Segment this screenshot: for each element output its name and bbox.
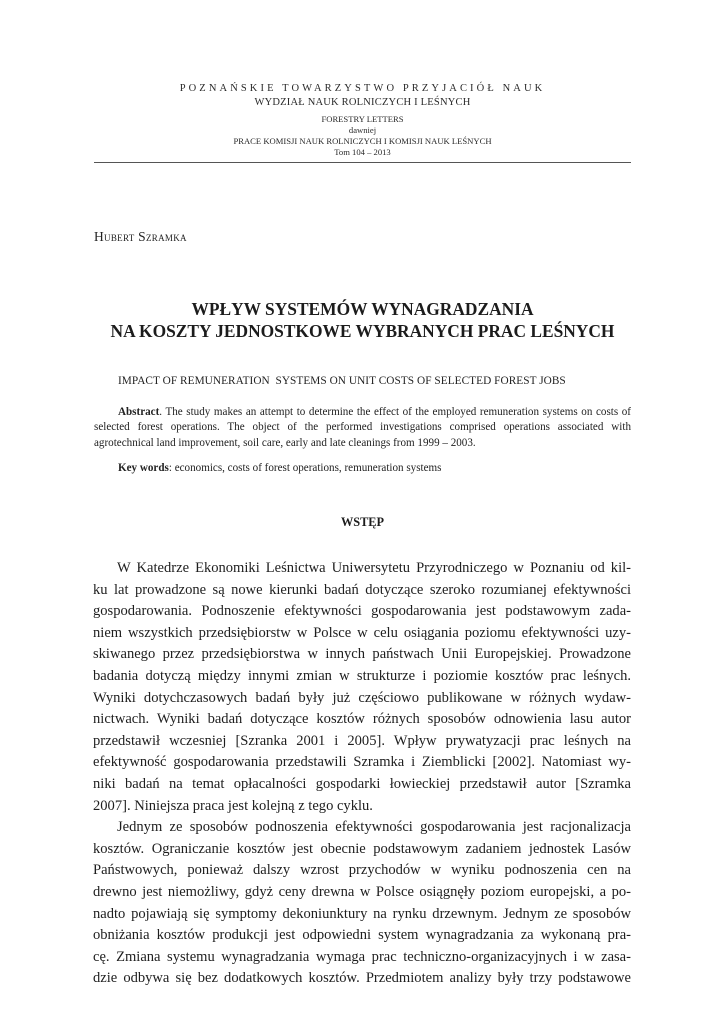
body-line: nictwach. Wyniki badań dotyczące kosztów różnych sposobów odnowienia lasu autor [93, 711, 631, 728]
body-line: Państwowych, ponieważ dalszy wzrost przychodów w wyniku podnoszenia cen na [93, 862, 631, 879]
body-line: skiwanego przez przedsiębiorstwa w innych państwach Unii Europejskiej. Prowadzone [93, 646, 631, 663]
body-line: przedstawił wczesniej [Szranka 2001 i 2005]. Wpływ prywatyzacji prac leśnych na [93, 732, 631, 749]
body-line: niki badań na temat opłacalności gospodarki łowieckiej przedstawił autor [Szramka [93, 775, 631, 792]
body-line: niem wszystkich przedsiębiorstw w Polsce w celu osiągania poziomu efektywności uzy- [93, 624, 631, 641]
body-line: cę. Zmiana systemu wynagradzania wymaga prac techniczno-organizacyjnych i w zasa- [93, 948, 631, 965]
body-line: badania dotyczą między innymi zmian w strukturze i poziomie kosztów prac leśnych. [93, 667, 631, 684]
society-name: POZNAŃSKIE TOWARZYSTWO PRZYJACIÓŁ NAUK [179, 83, 546, 94]
paper-title-line-1: WPŁYW SYSTEMÓW WYNAGRADZANIA [191, 299, 534, 319]
paper-title-line-2: NA KOSZTY JEDNOSTKOWE WYBRANYCH PRAC LEŚNYCH [110, 321, 615, 341]
body-line: Wyniki dotychczasowych badań były już częściowo publikowane w różnych wydaw- [93, 689, 631, 706]
section-heading: WSTĘP [340, 515, 385, 529]
author-name: Hubert Szramka [94, 229, 187, 244]
keywords-label: Key words [118, 462, 169, 474]
header-divider [94, 162, 631, 163]
journal-name: FORESTRY LETTERS [321, 114, 404, 124]
abstract-text: . The study makes an attempt to determine the effect of the employed remuneration systems on costs of selected forest operations. The object of the performed investigations comprised operations associated with agrotechnical land improvement, soil care, early and late cleanings from 1999 – 2003. [94, 406, 631, 449]
faculty-name: WYDZIAŁ NAUK ROLNICZYCH I LEŚNYCH [254, 97, 471, 108]
body-line: 2007]. Niniejsza praca jest kolejną z tego cyklu. [93, 797, 373, 814]
body-line: dzie odbywa się bez dodatkowych kosztów. Przedmiotem analizy były trzy podstawowe [93, 970, 631, 987]
body-line: Jednym ze sposobów podnoszenia efektywności gospodarowania jest racjonalizacja [117, 819, 631, 836]
english-title: IMPACT OF REMUNERATION SYSTEMS ON UNIT COSTS OF SELECTED FOREST JOBS [118, 375, 566, 387]
body-line: ku lat prowadzone są nowe kierunki badań dotyczące szeroko rozumianej efektywności [93, 581, 631, 598]
body-line: drewno jest niemożliwy, gdyż ceny drewna w Polsce osiągnęły poziom europejski, a po- [93, 883, 631, 900]
formerly-label: dawniej [348, 125, 377, 135]
keywords [118, 462, 442, 474]
keywords-text: : economics, costs of forest operations, remuneration systems [168, 462, 442, 474]
body-text [93, 558, 631, 990]
abstract-label: Abstract [118, 406, 160, 418]
paper-title [60, 298, 665, 342]
body-line: kosztów. Ograniczanie kosztów jest obecnie podstawowym zadaniem jednostek Lasów [93, 840, 631, 857]
journal-header [94, 82, 631, 158]
abstract [94, 405, 631, 451]
body-line: obniżania kosztów produkcji jest odpowiedni system wynagradzania za wykonaną pra- [93, 927, 631, 944]
body-line: W Katedrze Ekonomiki Leśnictwa Uniwersytetu Przyrodniczego w Poznaniu od kil- [117, 560, 631, 576]
body-line: nadto pojawiają się symptomy dekoniunktury na rynku drzewnym. Jednym ze sposobów [93, 905, 631, 922]
former-journal-title: PRACE KOMISJI NAUK ROLNICZYCH I KOMISJI NAUK LEŚNYCH [233, 136, 492, 146]
body-line: efektywność gospodarowania przedstawili Szramka i Ziemblicki [2002]. Natomiast wy- [93, 754, 631, 771]
body-line: gospodarowania. Podnoszenie efektywności gospodarowania jest podstawowym zada- [93, 603, 631, 620]
volume-info: Tom 104 – 2013 [334, 147, 391, 157]
